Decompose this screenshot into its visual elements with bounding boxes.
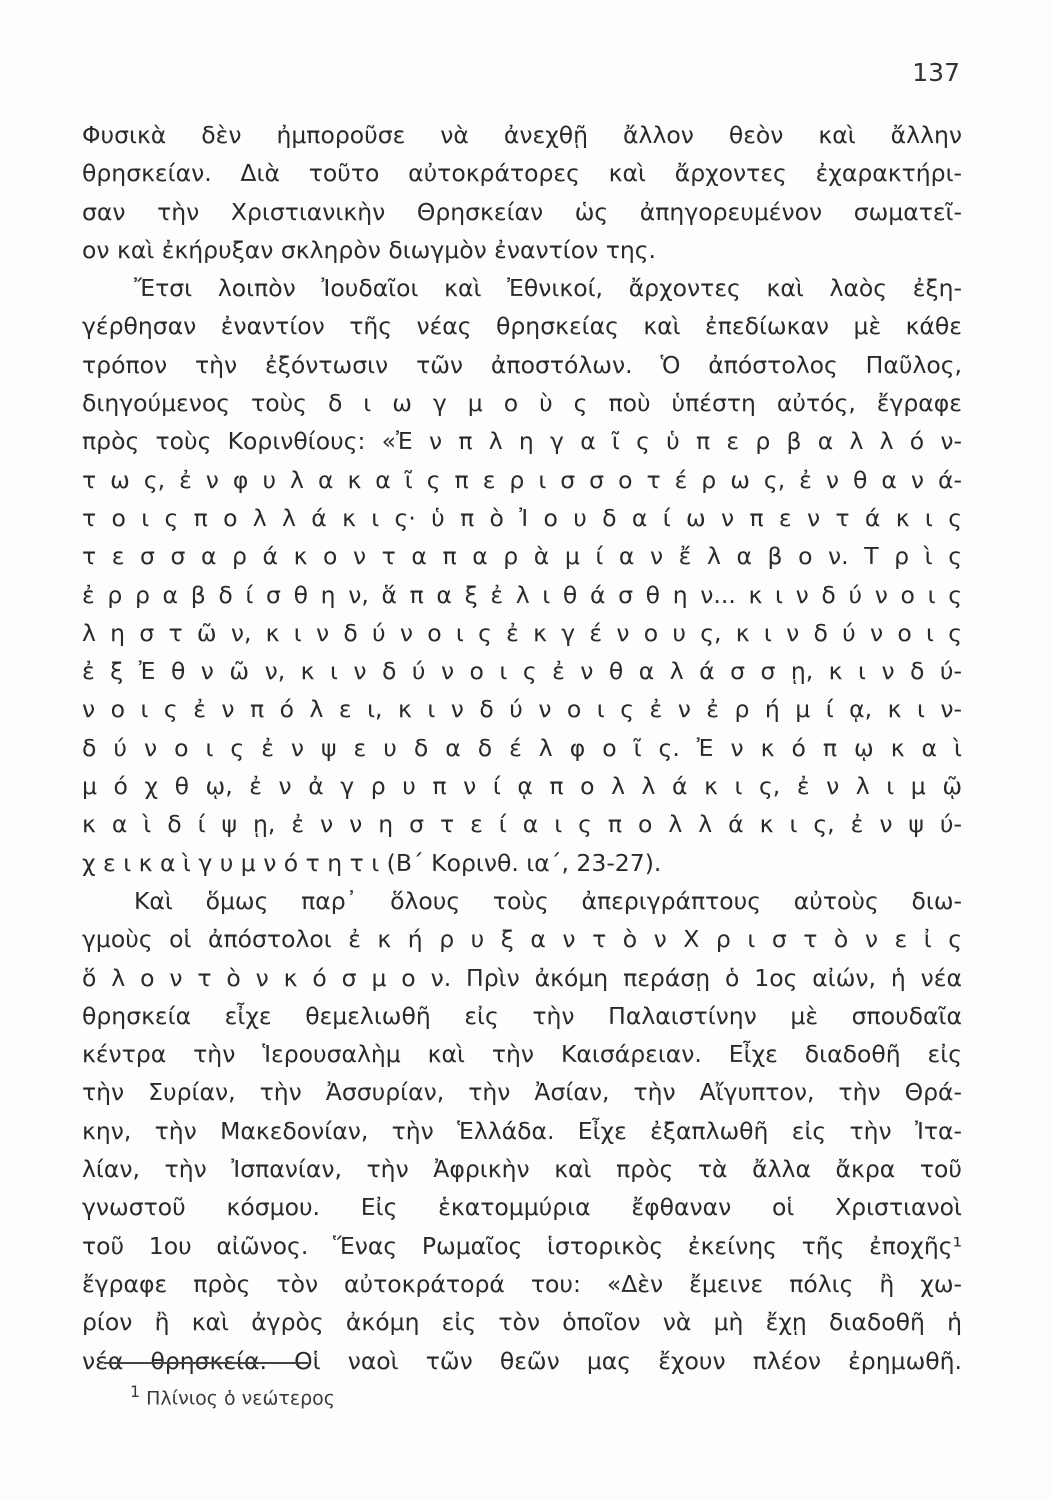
text-line: θρησκεία εἶχε θεμελιωθῆ εἰς τὴν Παλαιστίνην μὲ σπουδαῖα	[82, 1001, 962, 1030]
text-line: κην, τὴν Μακεδονίαν, τὴν Ἑλλάδα. Εἶχε ἐξαπλωθῆ εἰς τὴν Ἰτα-	[82, 1116, 962, 1145]
text-line: λίαν, τὴν Ἰσπανίαν, τὴν Ἀφρικὴν καὶ πρὸς τὰ ἄλλα ἄκρα τοῦ	[82, 1155, 962, 1184]
footnote	[130, 1382, 335, 1409]
text-line: Φυσικὰ δὲν ἠμποροῦσε νὰ ἀνεχθῇ ἄλλον θεὸν καὶ ἄλλην	[82, 121, 962, 149]
text-line: νέα θρησκεία. Οἱ ναοὶ τῶν θεῶν μας ἔχουν πλέον ἐρημωθῆ.	[82, 1346, 962, 1375]
footnote-divider	[104, 1362, 308, 1364]
text-line: ν ο ι ς ἐ ν π ό λ ε ι, κ ι ν δ ύ ν ο ι ς ἐ ν ἐ ρ ή μ ί ᾳ, κ ι ν-	[82, 695, 962, 724]
text-line: χ ε ι κ α ὶ γ υ μ ν ό τ η τ ι (Β΄ Κορινθ. ια΄, 23-27).	[82, 848, 662, 877]
text-line: γέρθησαν ἐναντίον τῆς νέας θρησκείας καὶ ἐπεδίωκαν μὲ κάθε	[82, 312, 962, 341]
text-line: διηγούμενος τοὺς δ ι ω γ μ ο ὺ ς ποὺ ὑπέστη αὐτός, ἔγραφε	[82, 389, 962, 418]
footnote-marker: 1	[130, 1382, 141, 1401]
text-line: τ ε σ σ α ρ ά κ ο ν τ α π α ρ ὰ μ ί α ν ἔ λ α β ο ν. Τ ρ ὶ ς	[82, 542, 962, 571]
text-line: ρίον ἢ καὶ ἀγρὸς ἀκόμη εἰς τὸν ὁποῖον νὰ μὴ ἔχῃ διαδοθῆ ἡ	[82, 1308, 962, 1337]
body-text	[82, 116, 962, 1380]
text-line: δ ύ ν ο ι ς ἐ ν ψ ε υ δ α δ έ λ φ ο ῖ ς. Ἐ ν κ ό π ῳ κ α ὶ	[82, 733, 962, 762]
footnote-text: Πλίνιος ὁ νεώτερος	[146, 1387, 335, 1410]
text-line: θρησκείαν. Διὰ τοῦτο αὐτοκράτορες καὶ ἄρχοντες ἐχαρακτήρι-	[82, 159, 962, 188]
text-line: κ α ὶ δ ί ψ ῃ, ἐ ν ν η σ τ ε ί α ι ς π ο λ λ ά κ ι ς, ἐ ν ψ ύ-	[82, 810, 962, 839]
text-line: τοῦ 1ου αἰῶνος. Ἕνας Ρωμαῖος ἱστορικὸς ἐκείνης τῆς ἐποχῆς¹	[82, 1231, 962, 1260]
text-line: γμοὺς οἱ ἀπόστολοι ἐ κ ή ρ υ ξ α ν τ ὸ ν Χ ρ ι σ τ ὸ ν ε ἰ ς	[82, 925, 962, 954]
text-line: ἐ ξ Ἐ θ ν ῶ ν, κ ι ν δ ύ ν ο ι ς ἐ ν θ α λ ά σ σ ῃ, κ ι ν δ ύ-	[82, 657, 962, 686]
text-line: τρόπον τὴν ἐξόντωσιν τῶν ἀποστόλων. Ὁ ἀπόστολος Παῦλος,	[82, 350, 962, 379]
text-line: τ ω ς, ἐ ν φ υ λ α κ α ῖ ς π ε ρ ι σ σ ο τ έ ρ ω ς, ἐ ν θ α ν ά-	[82, 465, 962, 494]
text-line: κέντρα τὴν Ἱερουσαλὴμ καὶ τὴν Καισάρειαν. Εἶχε διαδοθῆ εἰς	[82, 1040, 962, 1069]
page-number: 137	[912, 58, 960, 87]
text-line: σαν τὴν Χριστιανικὴν Θρησκείαν ὡς ἀπηγορευμένον σωματεῖ-	[82, 197, 962, 226]
text-line: πρὸς τοὺς Κορινθίους: «Ἐ ν π λ η γ α ῖ ς ὑ π ε ρ β α λ λ ό ν-	[82, 427, 962, 456]
text-line: τὴν Συρίαν, τὴν Ἀσσυρίαν, τὴν Ἀσίαν, τὴν Αἴγυπτον, τὴν Θρά-	[82, 1078, 962, 1107]
text-line: ἔγραφε πρὸς τὸν αὐτοκράτορά του: «Δὲν ἔμεινε πόλις ἢ χω-	[82, 1269, 962, 1298]
text-line: γνωστοῦ κόσμου. Εἰς ἑκατομμύρια ἔφθαναν οἱ Χριστιανοὶ	[82, 1193, 962, 1222]
text-line: τ ο ι ς π ο λ λ ά κ ι ς· ὑ π ὸ Ἰ ο υ δ α ί ω ν π ε ν τ ά κ ι ς	[82, 503, 962, 532]
text-line: Ἔτσι λοιπὸν Ἰουδαῖοι καὶ Ἐθνικοί, ἄρχοντες καὶ λαὸς ἐξη-	[134, 274, 962, 303]
text-line: ὅ λ ο ν τ ὸ ν κ ό σ μ ο ν. Πρὶν ἀκόμη περάσῃ ὁ 1ος αἰών, ἡ νέα	[82, 963, 962, 992]
text-line: λ η σ τ ῶ ν, κ ι ν δ ύ ν ο ι ς ἐ κ γ έ ν ο υ ς, κ ι ν δ ύ ν ο ι ς	[82, 618, 962, 647]
text-line: ον καὶ ἐκήρυξαν σκληρὸν διωγμὸν ἐναντίον της.	[82, 235, 656, 264]
text-line: ἐ ρ ρ α β δ ί σ θ η ν, ἅ π α ξ ἐ λ ι θ ά σ θ η ν... κ ι ν δ ύ ν ο ι ς	[82, 580, 962, 609]
text-line: μ ό χ θ ῳ, ἐ ν ἀ γ ρ υ π ν ί ᾳ π ο λ λ ά κ ι ς, ἐ ν λ ι μ ῷ	[82, 772, 962, 801]
text-line: Καὶ ὅμως παρ᾿ ὅλους τοὺς ἀπεριγράπτους αὐτοὺς διω-	[134, 886, 962, 915]
